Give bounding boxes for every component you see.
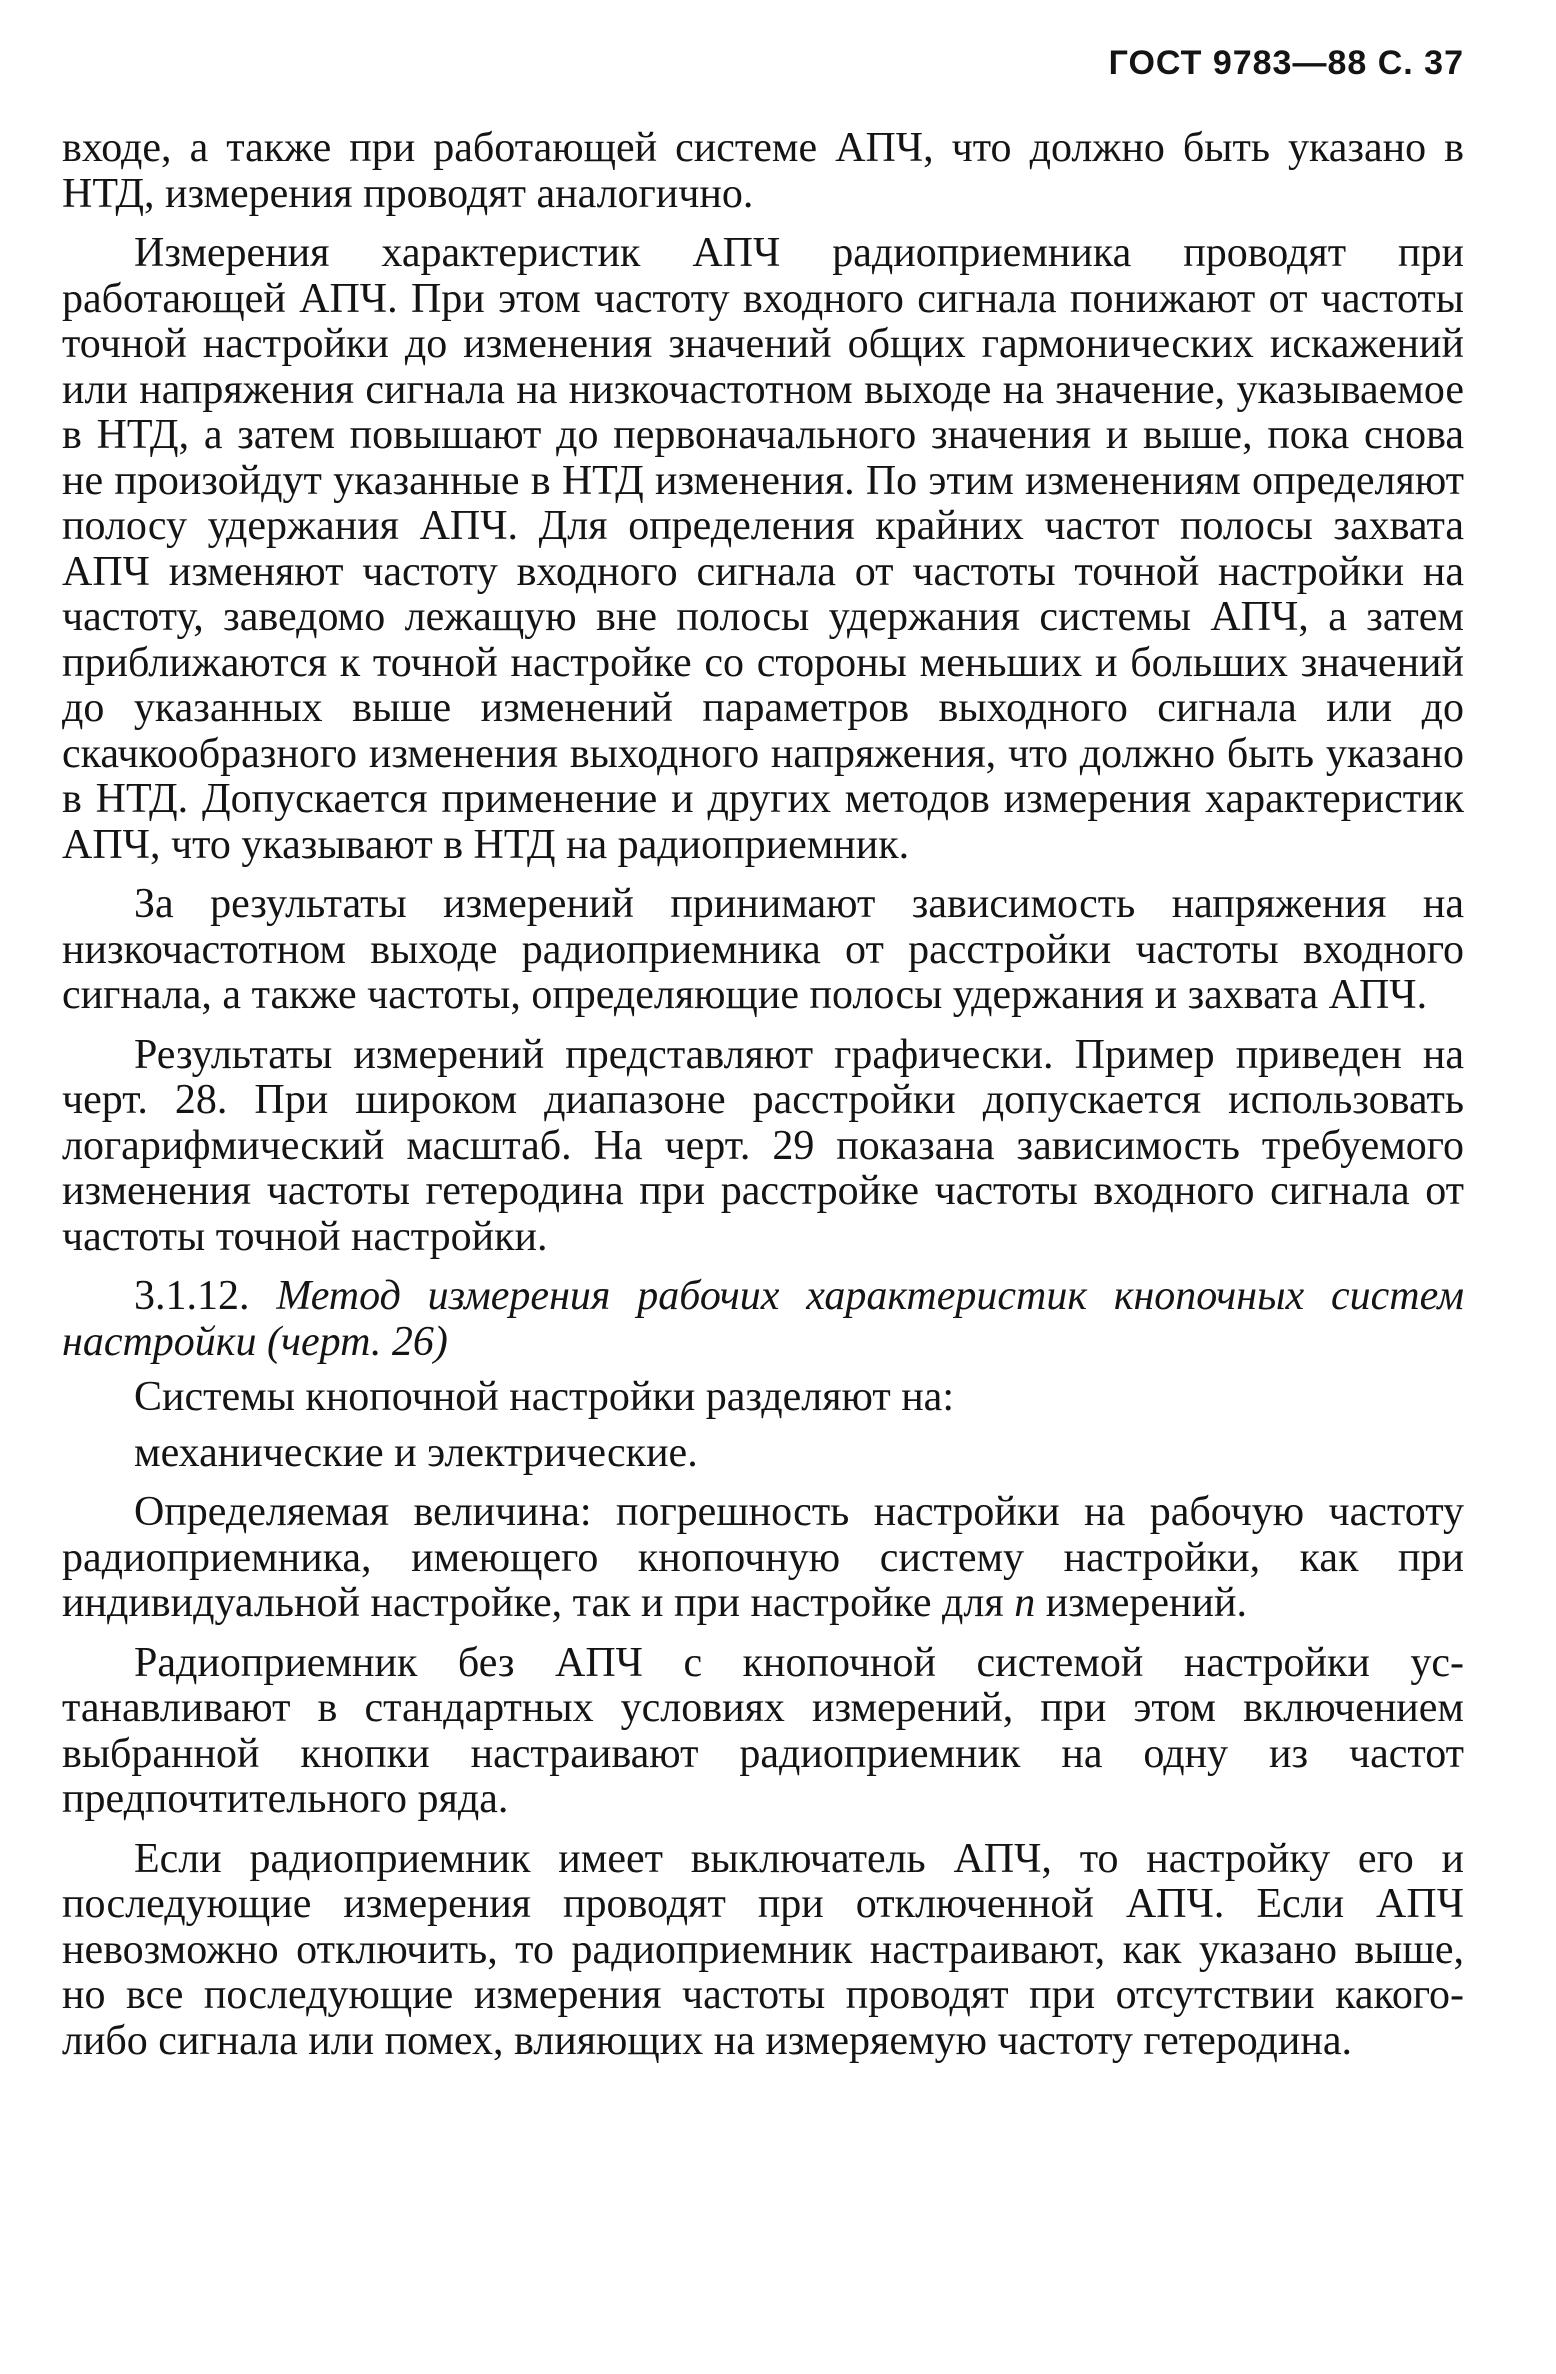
document-page bbox=[62, 0, 1464, 2374]
determined-quantity-text: Определяемая величина: погрешность настройки на рабочую частоту радиоприемника, имеющего кнопочную систему настройки, как при индивидуальной настройке, так и при настройке для bbox=[62, 1489, 1464, 1626]
variable-n: n bbox=[1014, 1580, 1036, 1626]
section-number: 3.1.12. bbox=[134, 1273, 250, 1319]
paragraph-afc-measurement: Измерения характеристик АПЧ радиоприемника проводят при работающей АПЧ. При этом частоту входного сигнала понижают от частоты точной настройки до изменения значений общих гармонических искажений или напряжения сигнала на низкочастотном выходе на значение, указываемое в НТД, а затем повышают до первоначального значения и выше, пока снова не произойдут указанные в НТД изменения. По этим изменениям определяют полосу удержания АПЧ. Для определения крайних частот полосы захвата АПЧ изменяют частоту входного сигнала от частоты точной настройки на частоту, заведомо лежащую вне полосы удержания системы АПЧ, а затем приближаются к точной настройке со стороны меньших и больших значений до указанных выше изменений параметров выходного сигнала или до скачкообразного изменения выходного напряжения, что должно быть указано в НТД. Допускается применение и других методов измерения характеристик АПЧ, что указывают в НТД на радиоприемник. bbox=[62, 230, 1464, 868]
paragraph-receiver-without-afc: Радиоприемник без АПЧ с кнопочной системой настройки устанавливают в стандартных условиях измерений, при этом включением выбранной кнопки настраивают радиоприемник на одну из частот предпочтительного ряда. bbox=[62, 1639, 1464, 1822]
paragraph-mechanical-electrical: механические и электрические. bbox=[134, 1429, 698, 1476]
document-body bbox=[62, 126, 1464, 2078]
paragraph-results-accepted: За результаты измерений принимают зависимость напряжения на низкочастотном выходе радиоприемника от расстройки частоты входного сигнала, а также частоты, определяющие полосы удержания и захвата АПЧ. bbox=[62, 881, 1464, 1018]
section-title: Метод измерения рабочих характеристик кнопочных систем настройки (черт. 26) bbox=[62, 1273, 1465, 1365]
paragraph-continuation: входе, а также при работающей системе АПЧ, что должно быть указано в НТД, измерения проводят аналогично. bbox=[62, 125, 1464, 217]
paragraph-systems-divided: Системы кнопочной настройки разделяют на: bbox=[134, 1374, 954, 1420]
determined-quantity-end: измерений. bbox=[1035, 1580, 1247, 1626]
paragraph-results-graphical: Результаты измерений представляют графически. Пример приведен на черт. 28. При широком диапазоне расстройки допускается использовать логарифмический масштаб. На черт. 29 показана зависимость требуемого изменения частоты гетеродина при расстройке частоты входного сигнала от частоты точной настройки. bbox=[62, 1031, 1464, 1260]
section-heading-3-1-12 bbox=[62, 1274, 1464, 1365]
paragraph-afc-switch: Если радиоприемник имеет выключатель АПЧ, то настройку его и последующие измерения проводят при отключенной АПЧ. Если АПЧ невозможно отключить, то радиоприемник настраивают, как указано выше, но все последующие измерения частоты проводят при отсутствии какого-либо сигнала или помех, влияющих на измеряемую частоту гетеродина. bbox=[62, 1835, 1464, 2064]
paragraph-determined-quantity bbox=[62, 1490, 1464, 1627]
running-header: ГОСТ 9783—88 С. 37 bbox=[1108, 44, 1464, 82]
